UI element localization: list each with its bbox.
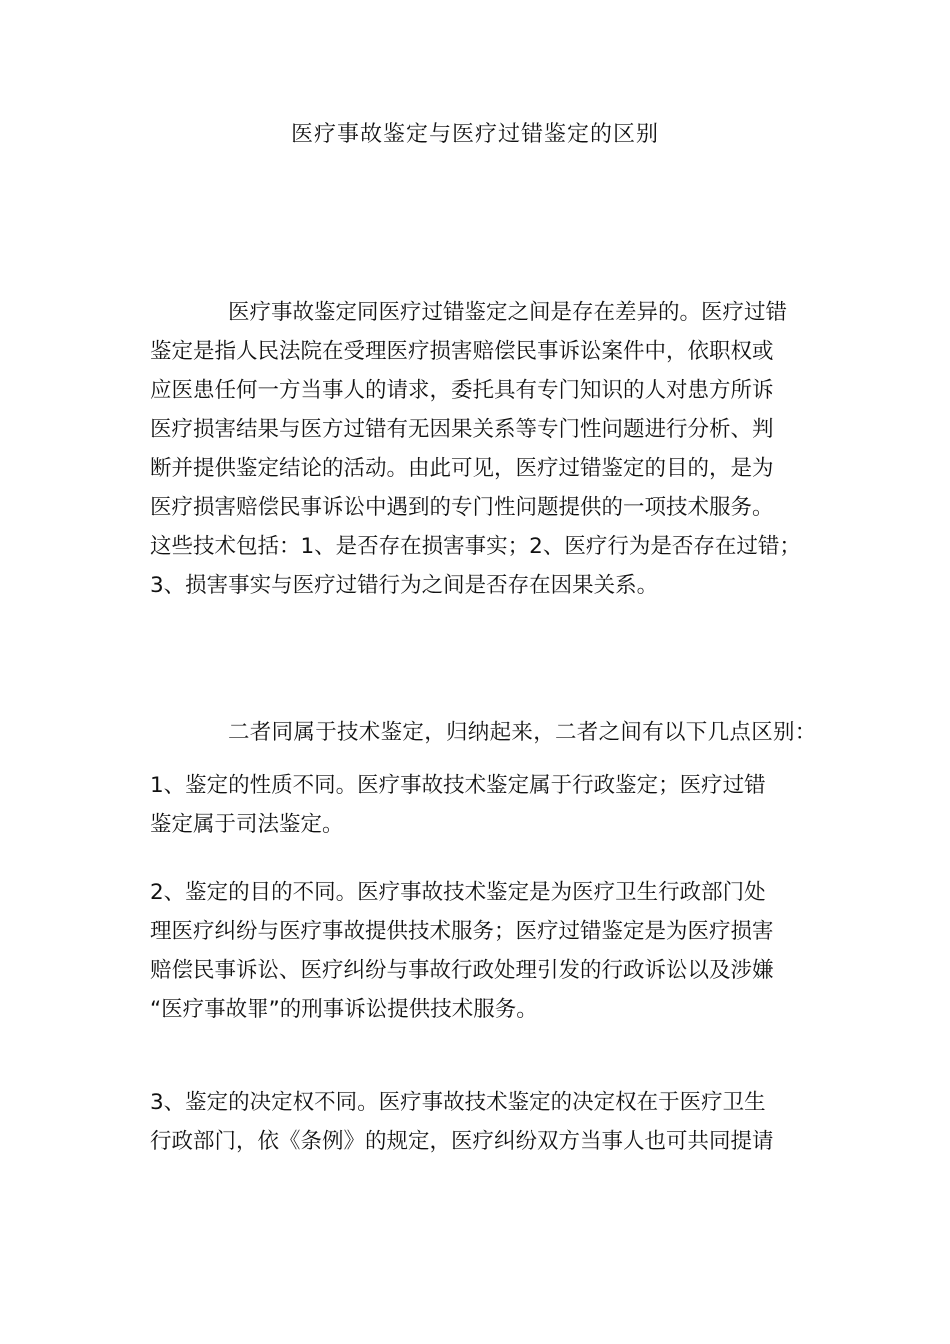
text-line: 赔偿民事诉讼、医疗纠纷与事故行政处理引发的行政诉讼以及涉嫌 — [150, 958, 774, 983]
text-line: 2、鉴定的目的不同。医疗事故技术鉴定是为医疗卫生行政部门处 — [150, 880, 766, 905]
paragraph-definition — [150, 293, 830, 605]
text-line: “医疗事故罪”的刑事诉讼提供技术服务。 — [150, 997, 538, 1022]
text-line: 鉴定属于司法鉴定。 — [150, 812, 344, 837]
text-line: 这些技术包括：1、是否存在损害事实；2、医疗行为是否存在过错； — [150, 534, 801, 559]
text-line: 二者同属于技术鉴定，归纳起来，二者之间有以下几点区别： — [228, 720, 817, 745]
text-line: 1、鉴定的性质不同。医疗事故技术鉴定属于行政鉴定；医疗过错 — [150, 773, 766, 798]
text-line: 3、鉴定的决定权不同。医疗事故技术鉴定的决定权在于医疗卫生 — [150, 1090, 766, 1115]
text-line: 医疗损害赔偿民事诉讼中遇到的专门性问题提供的一项技术服务。 — [150, 495, 774, 520]
text-line: 鉴定是指人民法院在受理医疗损害赔偿民事诉讼案件中，依职权或 — [150, 339, 774, 364]
text-line: 医疗事故鉴定同医疗过错鉴定之间是存在差异的。医疗过错 — [228, 300, 788, 325]
text-line: 行政部门，依《条例》的规定，医疗纠纷双方当事人也可共同提请 — [150, 1129, 774, 1154]
point-authority — [150, 1083, 830, 1161]
text-line: 理医疗纠纷与医疗事故提供技术服务；医疗过错鉴定是为医疗损害 — [150, 919, 774, 944]
text-line: 医疗损害结果与医方过错有无因果关系等专门性问题进行分析、判 — [150, 417, 774, 442]
text-line: 应医患任何一方当事人的请求，委托具有专门知识的人对患方所诉 — [150, 378, 774, 403]
text-line: 断并提供鉴定结论的活动。由此可见，医疗过错鉴定的目的，是为 — [150, 456, 774, 481]
paragraph-summary — [150, 713, 830, 752]
text-line: 3、损害事实与医疗过错行为之间是否存在因果关系。 — [150, 573, 659, 598]
document-title: 医疗事故鉴定与医疗过错鉴定的区别 — [290, 122, 659, 147]
point-purpose — [150, 873, 830, 1029]
point-nature — [150, 766, 830, 844]
